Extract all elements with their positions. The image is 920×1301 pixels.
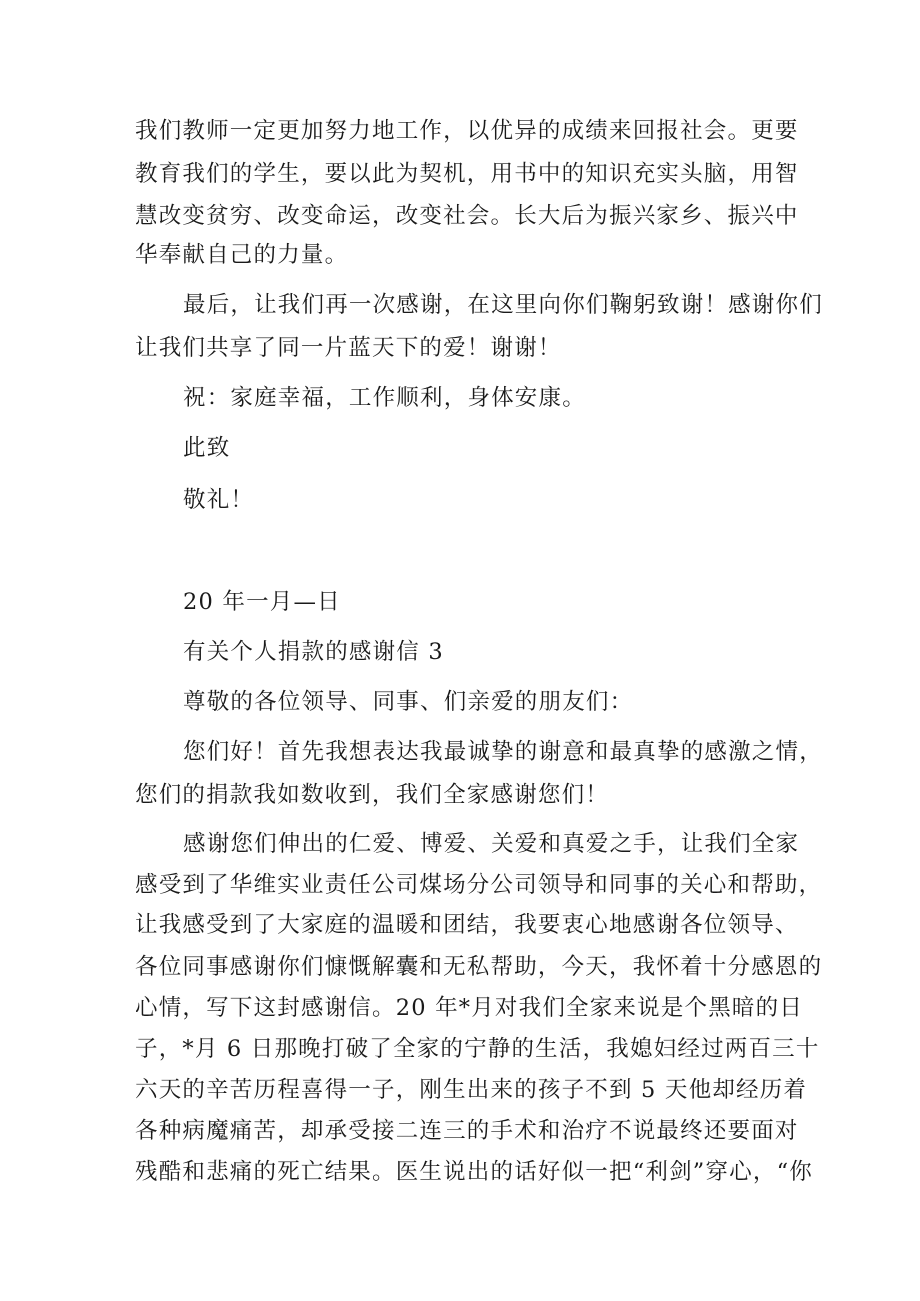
- paragraph-line: 您们好！首先我想表达我最诚挚的谢意和最真挚的感激之情，: [183, 739, 823, 765]
- paragraph-line: 各位同事感谢你们慷慨解囊和无私帮助，今天，我怀着十分感恩的: [135, 954, 823, 980]
- paragraph-line: 子，*月 6 日那晚打破了全家的宁静的生活，我媳妇经过两百三十: [135, 1036, 820, 1062]
- paragraph-line: 感谢您们伸出的仁爱、博爱、关爱和真爱之手，让我们全家: [183, 831, 800, 857]
- paragraph-line: 各种病魔痛苦，却承受接二连三的手术和治疗不说最终还要面对: [135, 1118, 799, 1144]
- paragraph-line: 您们的捐款我如数收到，我们全家感谢您们！: [135, 782, 610, 808]
- wishes-line: 祝：家庭幸福，工作顺利，身体安康。: [183, 385, 586, 411]
- letter-title: 有关个人捐款的感谢信 3: [183, 639, 444, 665]
- salutation-line: 敬礼！: [183, 487, 255, 513]
- date-line: 20 年一月—日: [183, 589, 341, 615]
- paragraph-line: 让我们共享了同一片蓝天下的爱！谢谢！: [135, 335, 562, 361]
- paragraph-line: 我们教师一定更加努力地工作，以优异的成绩来回报社会。更要: [135, 118, 799, 144]
- paragraph-line: 感受到了华维实业责任公司煤场分公司领导和同事的关心和帮助，: [135, 872, 823, 898]
- paragraph-line: 慧改变贫穷、改变命运，改变社会。长大后为振兴家乡、振兴中: [135, 203, 799, 229]
- paragraph-line: 六天的辛苦历程喜得一子，刚生出来的孩子不到 5 天他却经历着: [135, 1077, 808, 1103]
- salutation-line: 此致: [183, 435, 231, 461]
- paragraph-line: 最后，让我们再一次感谢，在这里向你们鞠躬致谢！感谢你们: [183, 292, 823, 318]
- paragraph-line: 华奉献自己的力量。: [135, 242, 349, 268]
- paragraph-line: 心情，写下这封感谢信。20 年*月对我们全家来说是个黑暗的日: [135, 995, 804, 1021]
- greeting-line: 尊敬的各位领导、同事、们亲爱的朋友们：: [183, 689, 634, 715]
- paragraph-line: 让我感受到了大家庭的温暖和团结，我要衷心地感谢各位领导、: [135, 912, 799, 938]
- paragraph-line: 教育我们的学生，要以此为契机，用书中的知识充实头脑，用智: [135, 161, 799, 187]
- paragraph-line: 残酷和悲痛的死亡结果。医生说出的话好似一把“利剑”穿心，“你: [135, 1159, 814, 1185]
